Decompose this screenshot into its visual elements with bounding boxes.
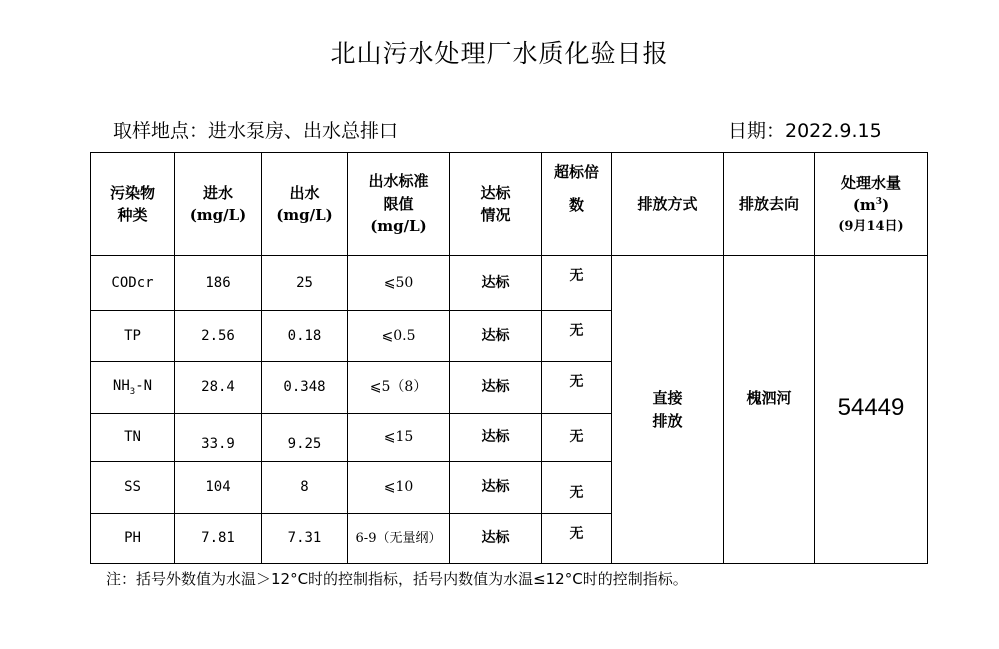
report-date: 日期：2022.9.15 <box>728 120 882 142</box>
limit-value: ⩽10 <box>348 462 450 514</box>
discharge-destination-value: 槐泗河 <box>724 256 815 564</box>
pollutant-name: TP <box>91 311 175 362</box>
header-discharge-destination: 排放去向 <box>724 153 815 256</box>
header-pollutant: 污染物 种类 <box>91 153 175 256</box>
discharge-method-value: 直接 排放 <box>612 256 724 564</box>
effluent-value: 0.18 <box>262 311 348 362</box>
limit-value: ⩽0.5 <box>348 311 450 362</box>
influent-value: 186 <box>175 256 262 311</box>
header-effluent: 出水 (mg/L) <box>262 153 348 256</box>
header-discharge-method: 排放方式 <box>612 153 724 256</box>
exceed-multiple: 无 <box>542 311 612 362</box>
sampling-location: 取样地点：进水泵房、出水总排口 <box>113 120 399 142</box>
pollutant-name: PH <box>91 514 175 564</box>
limit-value: ⩽50 <box>348 256 450 311</box>
effluent-value: 25 <box>262 256 348 311</box>
influent-value: 7.81 <box>175 514 262 564</box>
compliance-status: 达标 <box>450 514 542 564</box>
limit-value: ⩽15 <box>348 414 450 462</box>
compliance-status: 达标 <box>450 256 542 311</box>
effluent-value: 9.25 <box>262 414 348 462</box>
effluent-value: 8 <box>262 462 348 514</box>
header-influent: 进水 (mg/L) <box>175 153 262 256</box>
exceed-multiple: 无 <box>542 362 612 414</box>
header-limit: 出水标准 限值 (mg/L) <box>348 153 450 256</box>
exceed-multiple: 无 <box>542 414 612 462</box>
limit-value: ⩽5（8） <box>348 362 450 414</box>
header-treated-volume: 处理水量 $(m^3)$ (9月14日) <box>815 153 928 256</box>
exceed-multiple: 无 <box>542 514 612 564</box>
influent-value: 104 <box>175 462 262 514</box>
effluent-value: 0.348 <box>262 362 348 414</box>
compliance-status: 达标 <box>450 362 542 414</box>
effluent-value: 7.31 <box>262 514 348 564</box>
compliance-status: 达标 <box>450 462 542 514</box>
influent-value: 28.4 <box>175 362 262 414</box>
compliance-status: 达标 <box>450 311 542 362</box>
influent-value: 2.56 <box>175 311 262 362</box>
header-compliance: 达标 情况 <box>450 153 542 256</box>
pollutant-name: CODcr <box>91 256 175 311</box>
treated-volume-value: 54449 <box>815 256 928 564</box>
exceed-multiple: 无 <box>542 256 612 311</box>
header-row <box>91 153 928 256</box>
exceed-multiple: 无 <box>542 462 612 514</box>
table-row <box>91 256 928 311</box>
report-title: 北山污水处理厂水质化验日报 <box>330 39 669 68</box>
header-exceed: 超标倍 数 <box>542 153 612 256</box>
pollutant-name: SS <box>91 462 175 514</box>
water-quality-table <box>90 152 928 564</box>
influent-value: 33.9 <box>175 414 262 462</box>
limit-value: 6-9（无量纲） <box>348 514 450 564</box>
pollutant-name: TN <box>91 414 175 462</box>
footnote: 注：括号外数值为水温＞12°C时的控制指标，括号内数值为水温≤12°C时的控制指标。 <box>106 570 688 588</box>
compliance-status: 达标 <box>450 414 542 462</box>
pollutant-name: $NH_3-N$ <box>91 362 175 414</box>
